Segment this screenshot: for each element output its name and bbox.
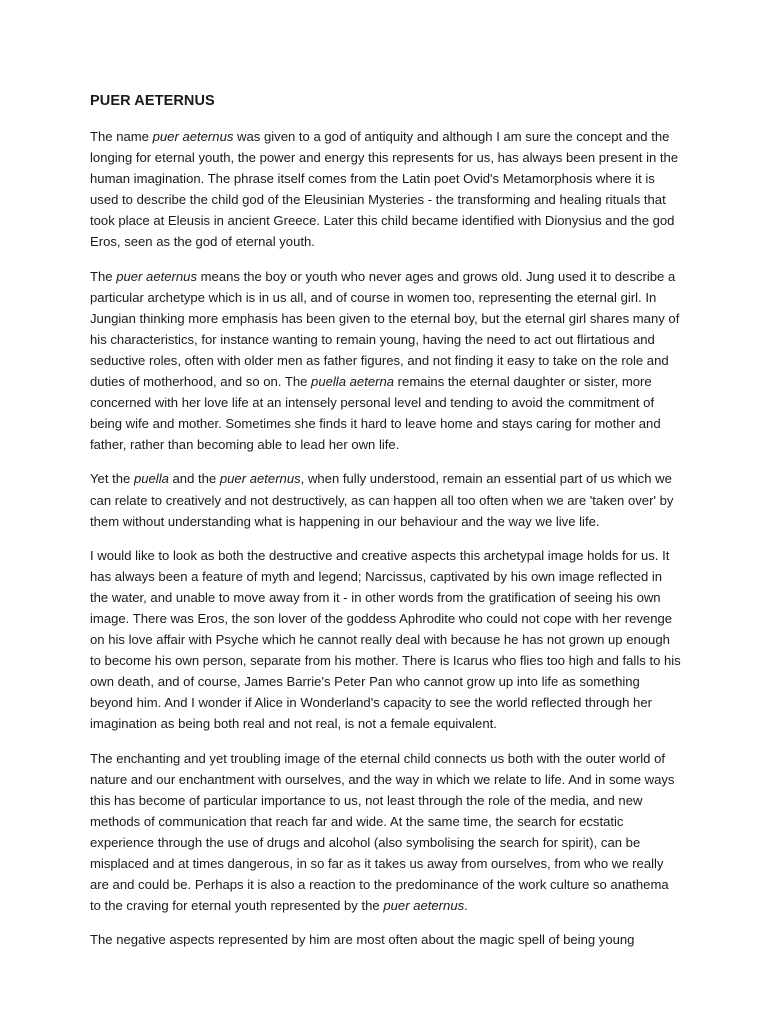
text-run: . bbox=[464, 898, 468, 914]
italic-term: puella bbox=[133, 471, 169, 487]
text-run: The negative aspects represented by him are most often about the magic spell of being young bbox=[90, 932, 635, 948]
paragraph-list bbox=[90, 126, 682, 950]
text-run: The enchanting and yet troubling image of the eternal child connects us both with the outer world of nature and our enchantment with ourselves, and the way in which we relate to life. And in some ways this has become of particular importance to us, not least through the role of the media, and new methods of communication that reach far and wide. At the same time, the search for ecstatic experience through the use of drugs and alcohol (also symbolising the search for spirit), can be misplaced and at times dangerous, in so far as it takes us away from ourselves, from who we really are and could be. Perhaps it is also a reaction to the predominance of the work culture so anathema to the craving for eternal youth represented by the bbox=[90, 750, 675, 914]
body-paragraph bbox=[90, 748, 682, 917]
italic-term: puer aeternus bbox=[116, 268, 198, 284]
text-run: Yet the bbox=[90, 471, 134, 487]
document-title: PUER AETERNUS bbox=[90, 93, 215, 109]
body-paragraph bbox=[90, 545, 682, 735]
text-run: remains the eternal daughter or sister, more concerned with her love life at an intensely personal level and tending to avoid the commitment of being wife and mother. Sometimes she finds it hard to leave home and stays caring for mother and father, rather than becoming able to lead her own life. bbox=[90, 374, 661, 453]
body-paragraph bbox=[90, 929, 682, 950]
text-run: The name bbox=[90, 129, 153, 144]
text-run: , when fully understood, remain an essential part of us which we can relate to creatively and not destructively, as can happen all too often when we are 'taken over' by them without understanding what is happening in our behaviour and the way we live life. bbox=[90, 471, 674, 529]
body-paragraph bbox=[90, 126, 682, 253]
text-run: means the boy or youth who never ages and grows old. Jung used it to describe a particular archetype which is in us all, and of course in women too, representing the eternal girl. In Jungian thinking more emphasis has been given to the eternal boy, but the eternal girl shares many of his characteristics, for instance wanting to remain young, having the need to act out flirtatious and seductive roles, often with older men as father figures, and not finding it easy to take on the role and duties of motherhood, and so on. The bbox=[90, 268, 680, 390]
text-run: was given to a god of antiquity and although I am sure the concept and the longing for eternal youth, the power and energy this represents for us, has always been present in the human imagination. The phrase itself comes from the Latin poet Ovid's Metamorphosis where it is used to describe the child god of the Eleusinian Mysteries - the transforming and healing rituals that took place at Eleusis in ancient Greece. Later this child became identified with Dionysius and the god Eros, seen as the god of eternal youth. bbox=[90, 129, 679, 250]
italic-term: puer aeternus bbox=[152, 129, 234, 144]
body-paragraph bbox=[90, 468, 682, 531]
italic-term: puella aeterna bbox=[311, 374, 395, 390]
italic-term: puer aeternus bbox=[383, 898, 465, 914]
text-run: I would like to look as both the destructive and creative aspects this archetypal image holds for us. It has always been a feature of myth and legend; Narcissus, captivated by his own image reflected in the water, and unable to move away from it - in other words from the gratification of seeing his own image. There was Eros, the son lover of the goddess Aphrodite who could not cope with her revenge on his love affair with Psyche which he cannot really deal with because he has not grown up enough to become his own person, separate from his mother. There is Icarus who flies too high and falls to his own death, and of course, James Barrie's Peter Pan who cannot grow up into life as something beyond him. And I wonder if Alice in Wonderland's capacity to see the world reflected through her imagination as being both real and not real, is not a female equivalent. bbox=[90, 547, 681, 732]
italic-term: puer aeternus bbox=[219, 471, 301, 487]
body-paragraph bbox=[90, 266, 682, 456]
text-run: and the bbox=[168, 471, 220, 487]
document-body bbox=[90, 91, 682, 963]
text-run: The bbox=[90, 268, 117, 284]
